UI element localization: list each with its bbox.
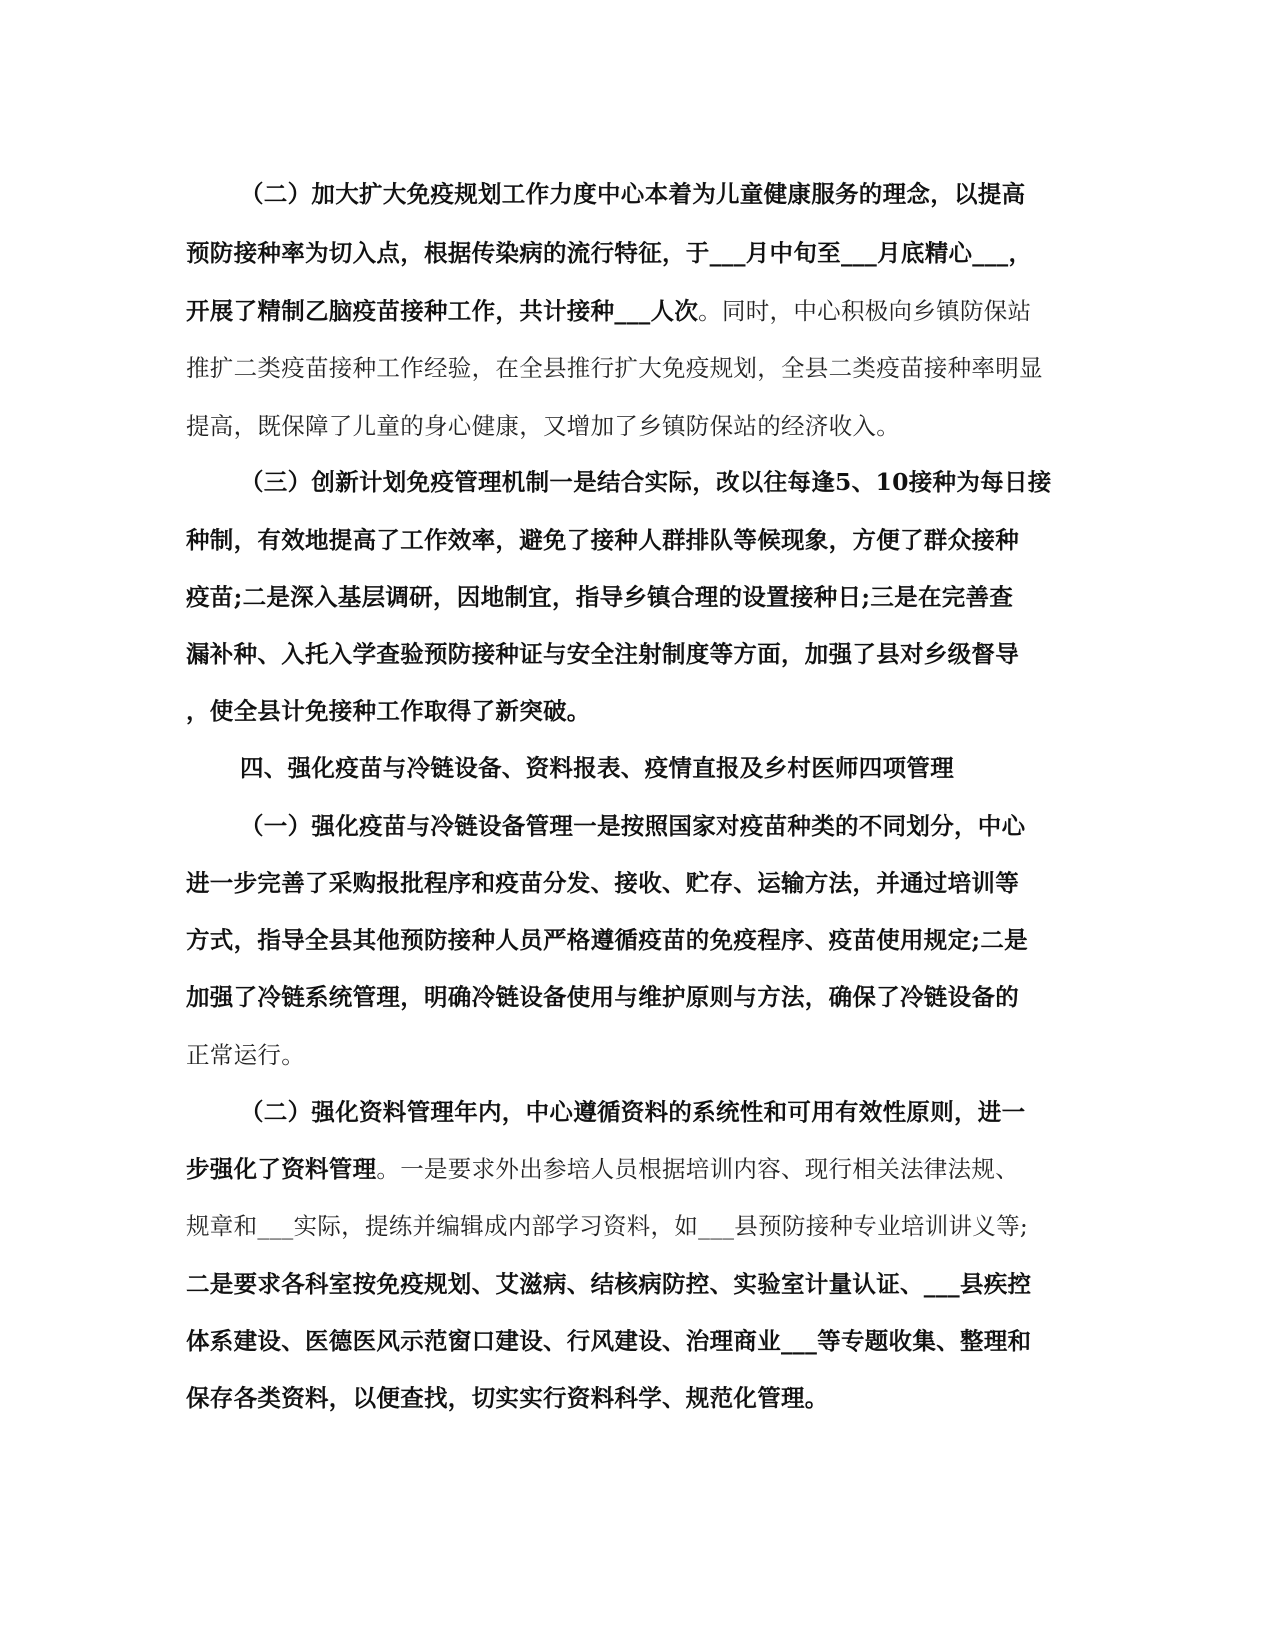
para-records-management-line-2: 步强化了资料管理。一是要求外出参培人员根据培训内容、现行相关法律法规、 xyxy=(186,1155,1020,1183)
section-four-heading: 四、强化疫苗与冷链设备、资料报表、疫情直报及乡村医师四项管理 xyxy=(240,754,954,782)
para-expanded-immunization-line-2: 预防接种率为切入点，根据传染病的流行特征，于___月中旬至___月底精心___， xyxy=(186,239,1033,267)
para-expanded-immunization-line-1: （二）加大扩大免疫规划工作力度中心本着为儿童健康服务的理念，以提高 xyxy=(240,180,1026,208)
para-records-management-line-4: 二是要求各科室按免疫规划、艾滋病、结核病防控、实验室计量认证、___县疾控 xyxy=(186,1270,1032,1298)
para-vaccine-cold-chain-line-4: 加强了冷链系统管理，明确冷链设备使用与维护原则与方法，确保了冷链设备的 xyxy=(186,983,1019,1011)
para-expanded-immunization-line-3: 开展了精制乙脑疫苗接种工作，共计接种___人次。同时，中心积极向乡镇防保站 xyxy=(186,297,1032,325)
para-innovation-mechanism-line-1: （三）创新计划免疫管理机制一是结合实际，改以往每逢5、10接种为每日接 xyxy=(240,468,1052,496)
para-records-management-line-1: （二）强化资料管理年内，中心遵循资料的系统性和可用有效性原则，进一 xyxy=(240,1098,1026,1126)
para-innovation-mechanism-line-5: ，使全县计免接种工作取得了新突破。 xyxy=(186,697,591,725)
para-records-management-line-3: 规章和___实际，提练并编辑成内部学习资料，如___县预防接种专业培训讲义等; xyxy=(186,1212,1029,1240)
para-vaccine-cold-chain-line-2: 进一步完善了采购报批程序和疫苗分发、接收、贮存、运输方法，并通过培训等 xyxy=(186,869,1019,897)
para-records-management-line-6: 保存各类资料，以便查找，切实实行资料科学、规范化管理。 xyxy=(186,1384,829,1412)
para-vaccine-cold-chain-line-5: 正常运行。 xyxy=(186,1041,305,1069)
para-vaccine-cold-chain-line-1: （一）强化疫苗与冷链设备管理一是按照国家对疫苗种类的不同划分，中心 xyxy=(240,812,1026,840)
para-innovation-mechanism-line-4: 漏补种、入托入学查验预防接种证与安全注射制度等方面，加强了县对乡级督导 xyxy=(186,640,1019,668)
para-vaccine-cold-chain-line-3: 方式，指导全县其他预防接种人员严格遵循疫苗的免疫程序、疫苗使用规定;二是 xyxy=(186,926,1028,954)
para-records-management-line-5: 体系建设、医德医风示范窗口建设、行风建设、治理商业___等专题收集、整理和 xyxy=(186,1327,1032,1355)
para-expanded-immunization-line-5: 提高，既保障了儿童的身心健康，又增加了乡镇防保站的经济收入。 xyxy=(186,412,900,440)
para-innovation-mechanism-line-3: 疫苗;二是深入基层调研，因地制宜，指导乡镇合理的设置接种日;三是在完善查 xyxy=(186,583,1014,611)
para-innovation-mechanism-line-2: 种制，有效地提高了工作效率，避免了接种人群排队等候现象，方便了群众接种 xyxy=(186,526,1019,554)
para-expanded-immunization-line-4: 推扩二类疫苗接种工作经验，在全县推行扩大免疫规划，全县二类疫苗接种率明显 xyxy=(186,354,1043,382)
